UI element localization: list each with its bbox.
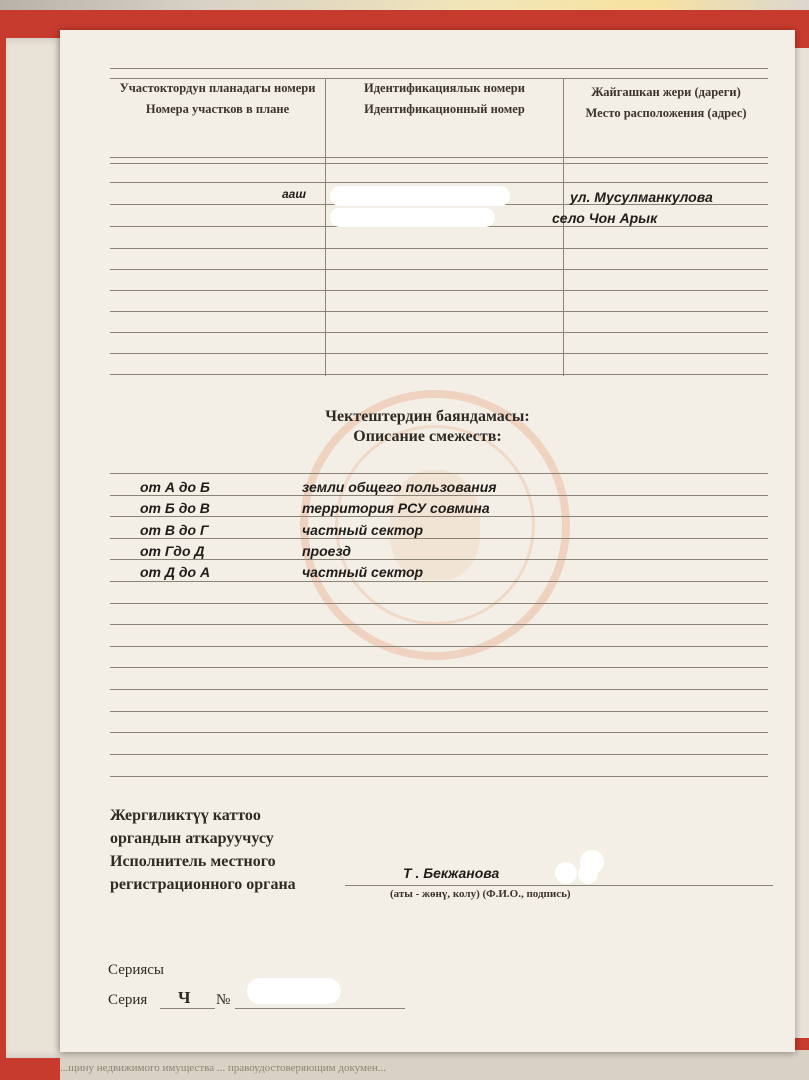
- table-rule: [110, 311, 768, 312]
- adjacency-range: от Гдо Д: [140, 543, 205, 559]
- table-top-rule: [110, 68, 768, 69]
- adjacency-rule: [110, 603, 768, 604]
- plan-number-cell: ааш: [282, 187, 307, 201]
- adjacency-desc: территория РСУ совмина: [302, 500, 490, 516]
- adjacency-range: от Б до В: [140, 500, 210, 516]
- col-header-ru: Идентификационный номер: [364, 102, 525, 116]
- adjacency-desc: земли общего пользования: [302, 479, 497, 495]
- adjacency-rule: [110, 624, 768, 625]
- redacted-number: [247, 978, 341, 1004]
- adjacency-rule: [110, 538, 768, 539]
- table-rule: [110, 290, 768, 291]
- table-rule: [110, 269, 768, 270]
- signature-label-line: органдын аткаруучусу: [110, 830, 274, 847]
- col-header-id-number: [326, 80, 563, 118]
- adjacency-rule: [110, 689, 768, 690]
- adjacency-rule: [110, 711, 768, 712]
- number-underline: [235, 1008, 405, 1009]
- adjacency-rule: [110, 754, 768, 755]
- signature-label-line: регистрационного органа: [110, 876, 296, 893]
- back-page-edge: [6, 38, 66, 1058]
- adjacency-rule: [110, 581, 768, 582]
- series-label-ru: Серия: [108, 992, 148, 1008]
- col-header-location: [564, 84, 768, 122]
- col-header-ky: Жайгашкан жери (дареги): [591, 85, 741, 99]
- table-rule: [110, 157, 768, 158]
- col-header-ky: Участоктордун планадагы номери: [119, 81, 316, 95]
- signatory-name: Т . Бекжанова: [403, 865, 500, 881]
- table-rule: [110, 163, 768, 164]
- adjacency-desc: проезд: [302, 543, 352, 559]
- adjacency-rule: [110, 667, 768, 668]
- signature-label: [110, 804, 296, 896]
- col-header-plan-number: [110, 80, 325, 118]
- col-header-ru: Номера участков в плане: [145, 102, 290, 116]
- table-header-rule: [110, 78, 768, 79]
- number-label: №: [216, 992, 231, 1008]
- adjacency-rule: [110, 495, 768, 496]
- adjacency-rule: [110, 646, 768, 647]
- series-label-ky: Сериясы: [108, 962, 165, 978]
- next-page-text: ...щину недвижимого имущества ... правоудостоверяющим докумен...: [60, 1062, 386, 1074]
- series-value: Ч: [178, 988, 191, 1007]
- signature-label-line: Жергиликтүү каттоо: [110, 807, 261, 824]
- signature-caption: (аты - жөнү, колу) (Ф.И.О., подпись): [390, 888, 571, 900]
- adjacency-rule: [110, 473, 768, 474]
- document-page: [60, 30, 795, 1052]
- address-village: село Чон Арык: [552, 210, 658, 226]
- redacted-id-number: [330, 186, 510, 206]
- adjacency-rule: [110, 559, 768, 560]
- redacted-signature-dot: [555, 862, 577, 884]
- adjacency-rule: [110, 776, 768, 777]
- adjacency-desc: частный сектор: [302, 564, 424, 580]
- adjacency-desc: частный сектор: [302, 522, 424, 538]
- col-header-ru: Место расположения (адрес): [585, 106, 747, 120]
- adjacency-title-ru: Описание смежеств:: [353, 428, 502, 445]
- adjacency-rule: [110, 516, 768, 517]
- signature-label-line: Исполнитель местного: [110, 853, 276, 870]
- redacted-signature-dot: [578, 864, 598, 884]
- adjacency-range: от А до Б: [140, 479, 210, 495]
- series-underline: [160, 1008, 215, 1009]
- address-street: ул. Мусулманкулова: [570, 189, 713, 205]
- table-bottom-rule: [110, 374, 768, 375]
- table-rule: [110, 332, 768, 333]
- table-rule: [110, 353, 768, 354]
- signature-line: [345, 885, 773, 886]
- table-rule: [110, 182, 768, 183]
- adjacency-rule: [110, 732, 768, 733]
- adjacency-title-ky: Чектештердин баяндамасы:: [325, 408, 530, 425]
- adjacency-range: от Д до А: [140, 564, 211, 580]
- table-rule: [110, 248, 768, 249]
- col-header-ky: Идентификациялык номери: [364, 81, 525, 95]
- redacted-id-number-2: [330, 208, 495, 227]
- adjacency-range: от В до Г: [140, 522, 209, 538]
